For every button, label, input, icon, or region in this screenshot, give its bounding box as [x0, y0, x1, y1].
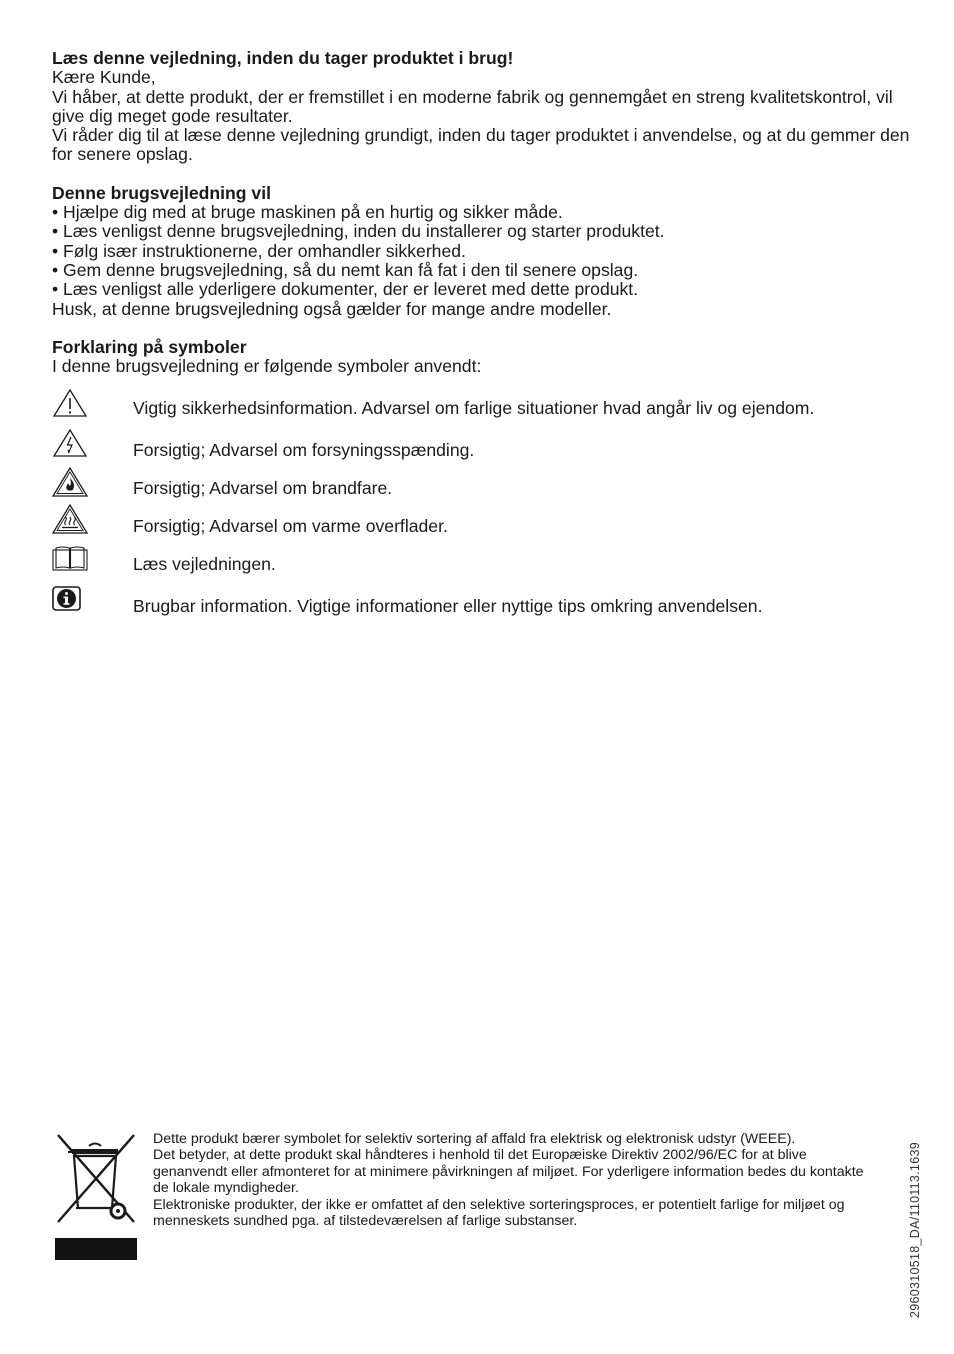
info-icon	[52, 586, 88, 618]
weee-notice	[153, 1131, 883, 1229]
symbol-row	[52, 467, 912, 499]
manual-note: Husk, at denne brugsvejledning også gælder for mange andre modeller.	[52, 298, 612, 319]
list-item: • Læs venligst alle yderligere dokumenter, der er leveret med dette produkt.	[52, 279, 639, 300]
symbol-description: Forsigtig; Advarsel om varme overflader.	[133, 516, 448, 536]
intro-paragraph: Vi håber, at dette produkt, der er fremstillet i en moderne fabrik og gennemgået en streng kvalitetskontrol, vil give dig meget gode resultater.	[52, 86, 893, 126]
page-content	[52, 49, 912, 376]
hot-surface-icon	[52, 504, 88, 536]
symbol-row	[52, 504, 912, 536]
document-number: 2960310518_DA/110113.1639	[908, 1142, 922, 1318]
symbol-row	[52, 586, 912, 618]
greeting: Kære Kunde,	[52, 67, 156, 88]
read-manual-book-icon	[52, 544, 88, 576]
warning-triangle-icon	[52, 388, 88, 420]
symbol-description: Læs vejledningen.	[133, 554, 276, 574]
symbol-row	[52, 428, 912, 460]
list-item: • Hjælpe dig med at bruge maskinen på en hurtig og sikker måde.	[52, 202, 563, 223]
symbols-heading: Forklaring på symboler	[52, 336, 247, 357]
list-item: • Følg især instruktionerne, der omhandler sikkerhed.	[52, 240, 466, 261]
manual-heading: Denne brugsvejledning vil	[52, 182, 271, 203]
symbol-description: Forsigtig; Advarsel om forsyningsspænding.	[133, 440, 475, 460]
intro-section	[52, 49, 912, 165]
list-item: • Gem denne brugsvejledning, så du nemt kan få fat i den til senere opslag.	[52, 259, 639, 280]
weee-paragraph: Dette produkt bærer symbolet for selektiv sortering af affald fra elektrisk og elektronisk udstyr (WEEE).	[153, 1131, 796, 1147]
weee-paragraph: Elektroniske produkter, der ikke er omfattet af den selektive sorteringsproces, er potentielt farlige for miljøet og menneskets sundhed pga. af tilstedeværelsen af farlige substanser.	[153, 1196, 845, 1230]
crossed-out-wheelie-bin-icon	[52, 1132, 138, 1228]
weee-black-bar	[55, 1238, 137, 1260]
intro-paragraph: Vi råder dig til at læse denne vejledning grundigt, inden du tager produktet i anvendelse, og at du gemmer den for senere opslag.	[52, 125, 910, 165]
symbol-row	[52, 388, 912, 420]
manual-section	[52, 184, 912, 319]
symbol-description: Forsigtig; Advarsel om brandfare.	[133, 478, 393, 498]
symbol-row	[52, 544, 912, 576]
symbol-description: Vigtig sikkerhedsinformation. Advarsel om farlige situationer hvad angår liv og ejendom.	[133, 398, 815, 418]
intro-heading: Læs denne vejledning, inden du tager produktet i brug!	[52, 48, 514, 68]
symbols-section	[52, 338, 912, 377]
symbol-description: Brugbar information. Vigtige informationer eller nyttige tips omkring anvendelsen.	[133, 596, 763, 616]
symbols-intro: I denne brugsvejledning er følgende symboler anvendt:	[52, 356, 482, 377]
weee-paragraph: Det betyder, at dette produkt skal håndteres i henhold til det Europæiske Direktiv 2002/96/EC for at blive genanvendt eller afmonteret for at minimere påvirkningen af miljøet. For yderligere information bedes du kontakte de lokale myndigheder.	[153, 1147, 864, 1197]
fire-hazard-icon	[52, 467, 88, 499]
list-item: • Læs venligst denne brugsvejledning, inden du installerer og starter produktet.	[52, 221, 665, 242]
electric-shock-icon	[52, 428, 88, 460]
